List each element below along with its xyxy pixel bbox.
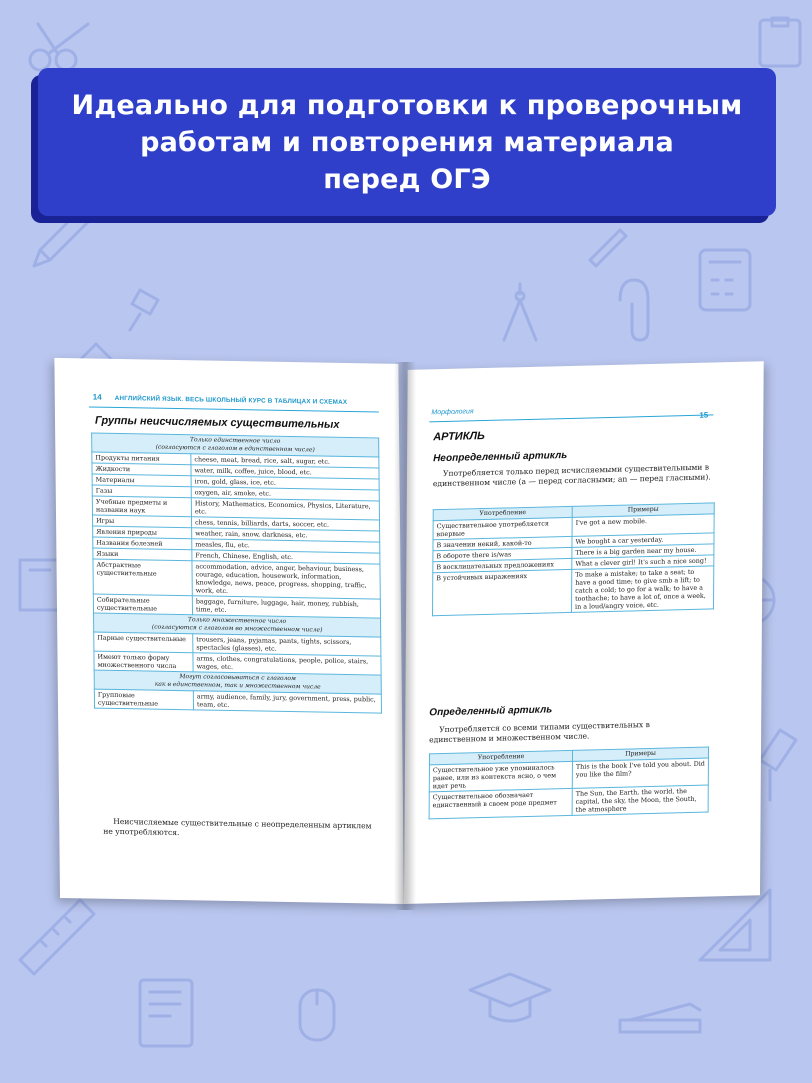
table-row — [94, 689, 381, 713]
left-footer-text: Неисчисляемые существительные с неопределенным артиклем не употребляются. — [103, 816, 372, 838]
usage-cell: В восклицательных предложениях — [433, 558, 572, 572]
group-cell: Абстрактные существительные — [93, 559, 192, 596]
left-page — [54, 358, 404, 904]
examples-cell: oxygen, air, smoke, etc. — [191, 487, 379, 501]
section-title: Только множественное число — [187, 616, 287, 625]
group-cell: Имеют только форму множественного числа — [94, 651, 193, 672]
group-cell: Групповые существительные — [94, 689, 193, 710]
section-title: Только единственное число — [189, 436, 281, 445]
examples-cell: chess, tennis, billiards, darts, soccer, etc. — [191, 517, 379, 531]
example-cell: What a clever girl! It's such a nice song! — [572, 555, 714, 569]
usage-cell: В значении некий, какой-то — [433, 536, 572, 550]
column-header: Употребление — [429, 750, 572, 764]
usage-cell: В обороте there is/was — [433, 547, 572, 561]
right-page-number: 15 — [699, 410, 709, 420]
definite-article-heading: Определенный артикль — [429, 704, 553, 719]
uncountable-groups-table — [91, 433, 382, 714]
table-row — [433, 566, 714, 616]
indefinite-article-table — [432, 502, 715, 616]
examples-cell: measles, flu, etc. — [192, 539, 380, 553]
column-header: Примеры — [572, 503, 714, 517]
example-cell: This is the book I've told you about. Did you like the film? — [572, 758, 708, 788]
examples-cell: iron, gold, glass, ice, etc. — [191, 476, 379, 490]
group-cell: Языки — [93, 548, 192, 561]
group-cell: Материалы — [92, 474, 191, 487]
right-running-head: Морфология — [431, 408, 474, 417]
example-cell: I've got a new mobile. — [572, 514, 714, 536]
table-row — [93, 559, 380, 599]
usage-cell: Существительное уже упоминалось ранее, или из контекста ясно, о чем идет речь — [429, 761, 572, 792]
usage-cell: Существительное употребляется впервые — [433, 517, 572, 539]
example-cell: We bought a car yesterday. — [572, 533, 714, 547]
section-title: Могут согласовываться с глаголом — [179, 673, 297, 683]
group-cell: Учебные предметы и названия наук — [92, 496, 191, 517]
indefinite-article-heading: Неопределенный артикль — [433, 449, 568, 465]
group-cell: Собирательные существительные — [93, 594, 192, 615]
group-cell: Названия болезней — [93, 537, 192, 550]
column-header: Употребление — [433, 506, 572, 520]
example-cell: The Sun, the Earth, the world, the capital, the sky, the Moon, the South, the atmosphere — [572, 785, 708, 815]
right-page-title: АРТИКЛЬ — [433, 430, 485, 444]
left-page-number: 14 — [92, 392, 102, 402]
group-cell: Парные существительные — [94, 632, 193, 653]
definite-article-table — [429, 747, 709, 820]
examples-cell: baggage, furniture, luggage, hair, money, rubbish, time, etc. — [192, 596, 380, 618]
example-cell: There is a big garden near my house. — [572, 544, 714, 558]
examples-cell: water, milk, coffee, juice, blood, etc. — [191, 465, 379, 479]
book-spine — [394, 362, 416, 910]
examples-cell: cheese, meat, bread, rice, salt, sugar, etc. — [191, 454, 379, 468]
examples-cell: French, Chinese, English, etc. — [192, 550, 380, 564]
right-page — [404, 361, 764, 904]
examples-cell: accommodation, advice, anger, behaviour, business, courage, education, housework, information, knowledge, news, peace, progress, shopping, traffic, work, etc. — [192, 561, 380, 599]
examples-cell: arms, clothes, congratulations, people, police, stairs, wages, etc. — [193, 653, 381, 675]
group-cell: Продукты питания — [92, 452, 191, 465]
example-cell: To make a mistake; to take a seat; to have a good time; to give smb a lift; to catch a cold; to go for a walk; to have a toothache; to have a lot of, once a week, in a loud/angry voice, etc. — [572, 566, 714, 612]
group-cell: Игры — [93, 515, 192, 528]
definite-article-text: Употребляется со всеми типами существительных в единственном и множественном числе. — [429, 719, 650, 745]
section-note: (согласуются с глаголом во множественном числе) — [151, 623, 323, 634]
banner-line-1: Идеально для подготовки к проверочным — [71, 89, 743, 121]
column-header: Примеры — [572, 747, 708, 761]
banner-line-2: работам и повторения материала — [140, 126, 674, 158]
group-cell: Явления природы — [93, 526, 192, 539]
examples-cell: army, audience, family, jury, government, press, public, team, etc. — [193, 691, 381, 713]
left-running-head: АНГЛИЙСКИЙ ЯЗЫК. ВЕСЬ ШКОЛЬНЫЙ КУРС В ТАБЛИЦАХ И СХЕМАХ — [114, 394, 348, 406]
group-cell: Газы — [92, 485, 191, 498]
banner-line-3: перед ОГЭ — [323, 163, 491, 195]
usage-cell: В устойчивых выражениях — [433, 569, 572, 615]
table-row — [429, 785, 708, 819]
examples-cell: trousers, jeans, pyjamas, pants, tights, scissors, spectacles (glasses), etc. — [193, 634, 381, 656]
section-note: (согласуются с глаголом в единственном числе) — [155, 443, 315, 454]
group-cell: Жидкости — [92, 463, 191, 476]
usage-cell: Существительное обозначает единственный в своем роде предмет — [429, 788, 572, 819]
left-page-title: Группы неисчисляемых существительных — [94, 414, 340, 431]
section-note: как в единственном, так и множественном числе — [154, 680, 321, 691]
indefinite-article-text: Употребляется только перед исчисляемыми существительными в единственном числе (a — перед согласными; an — перед гласными). — [432, 462, 711, 489]
examples-cell: History, Mathematics, Economics, Physics, Literature, etc. — [191, 498, 379, 520]
examples-cell: weather, rain, snow, darkness, etc. — [192, 528, 380, 542]
